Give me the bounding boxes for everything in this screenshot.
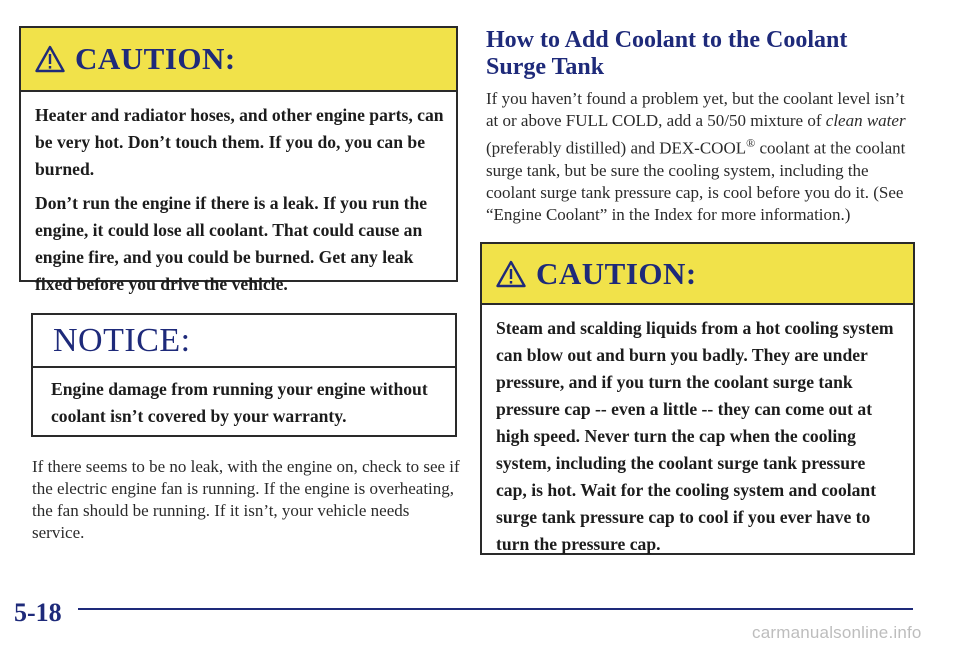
caution-box-hot-parts (19, 26, 458, 294)
warning-triangle-icon (35, 45, 65, 73)
caution-title: CAUTION: (75, 41, 236, 76)
watermark: carmanualsonline.info (752, 623, 922, 642)
notice-text: Engine damage from running your engine without coolant isn’t covered by your warranty. (51, 379, 428, 426)
fan-check-paragraph: If there seems to be no leak, with the engine on, check to see if the electric engine fan is running. If the engine is overheating, the fan should be running. If it isn’t, your vehicle needs service. (32, 457, 460, 542)
caution-header (21, 28, 456, 92)
caution-paragraph: Heater and radiator hoses, and other engine parts, can be very hot. Don’t touch them. If you do, you can be burned. (35, 105, 444, 179)
caution-body (21, 92, 456, 298)
caution-text: Steam and scalding liquids from a hot cooling system can blow out and burn you badly. They are under pressure, and if you turn the coolant surge tank pressure cap -- even a little -- they can come out at high speed. Never turn the cap when the cooling system, including the coolant surge tank pressure cap, is hot. Wait for the cooling system and coolant surge tank pressure cap to cool if you ever have to turn the pressure cap. (496, 318, 894, 554)
intro-italic: clean water (825, 111, 906, 130)
add-coolant-paragraph (486, 88, 916, 226)
intro-text: (preferably distilled) and DEX-COOL (486, 138, 747, 158)
warning-triangle-icon (496, 260, 526, 288)
notice-box (31, 313, 457, 437)
caution-paragraph: Don’t run the engine if there is a leak. If you run the engine, it could lose all coolant. That could cause an engine fire, and you could be burned. Get any leak fixed before you drive the vehicle. (35, 193, 428, 294)
registered-mark: ® (746, 136, 756, 150)
section-heading: How to Add Coolant to the Coolant Surge Tank (486, 27, 848, 80)
intro-text: coolant at the coolant surge tank, but be sure the cooling system, including the coolant surge tank pressure cap, is cool before you do it. (See “Engine Coolant” in the Index for more information.) (486, 138, 906, 224)
notice-title: NOTICE: (53, 321, 191, 359)
caution-title: CAUTION: (536, 255, 697, 291)
intro-text: If you haven’t found a problem yet, but the coolant level isn’t at or above FULL COLD, add a 50/50 mixture of (486, 89, 905, 130)
caution-header (482, 244, 913, 305)
caution-box-steam (480, 242, 915, 555)
notice-header (33, 315, 455, 368)
page-number: 5-18 (14, 598, 62, 627)
footer-rule (78, 608, 913, 610)
